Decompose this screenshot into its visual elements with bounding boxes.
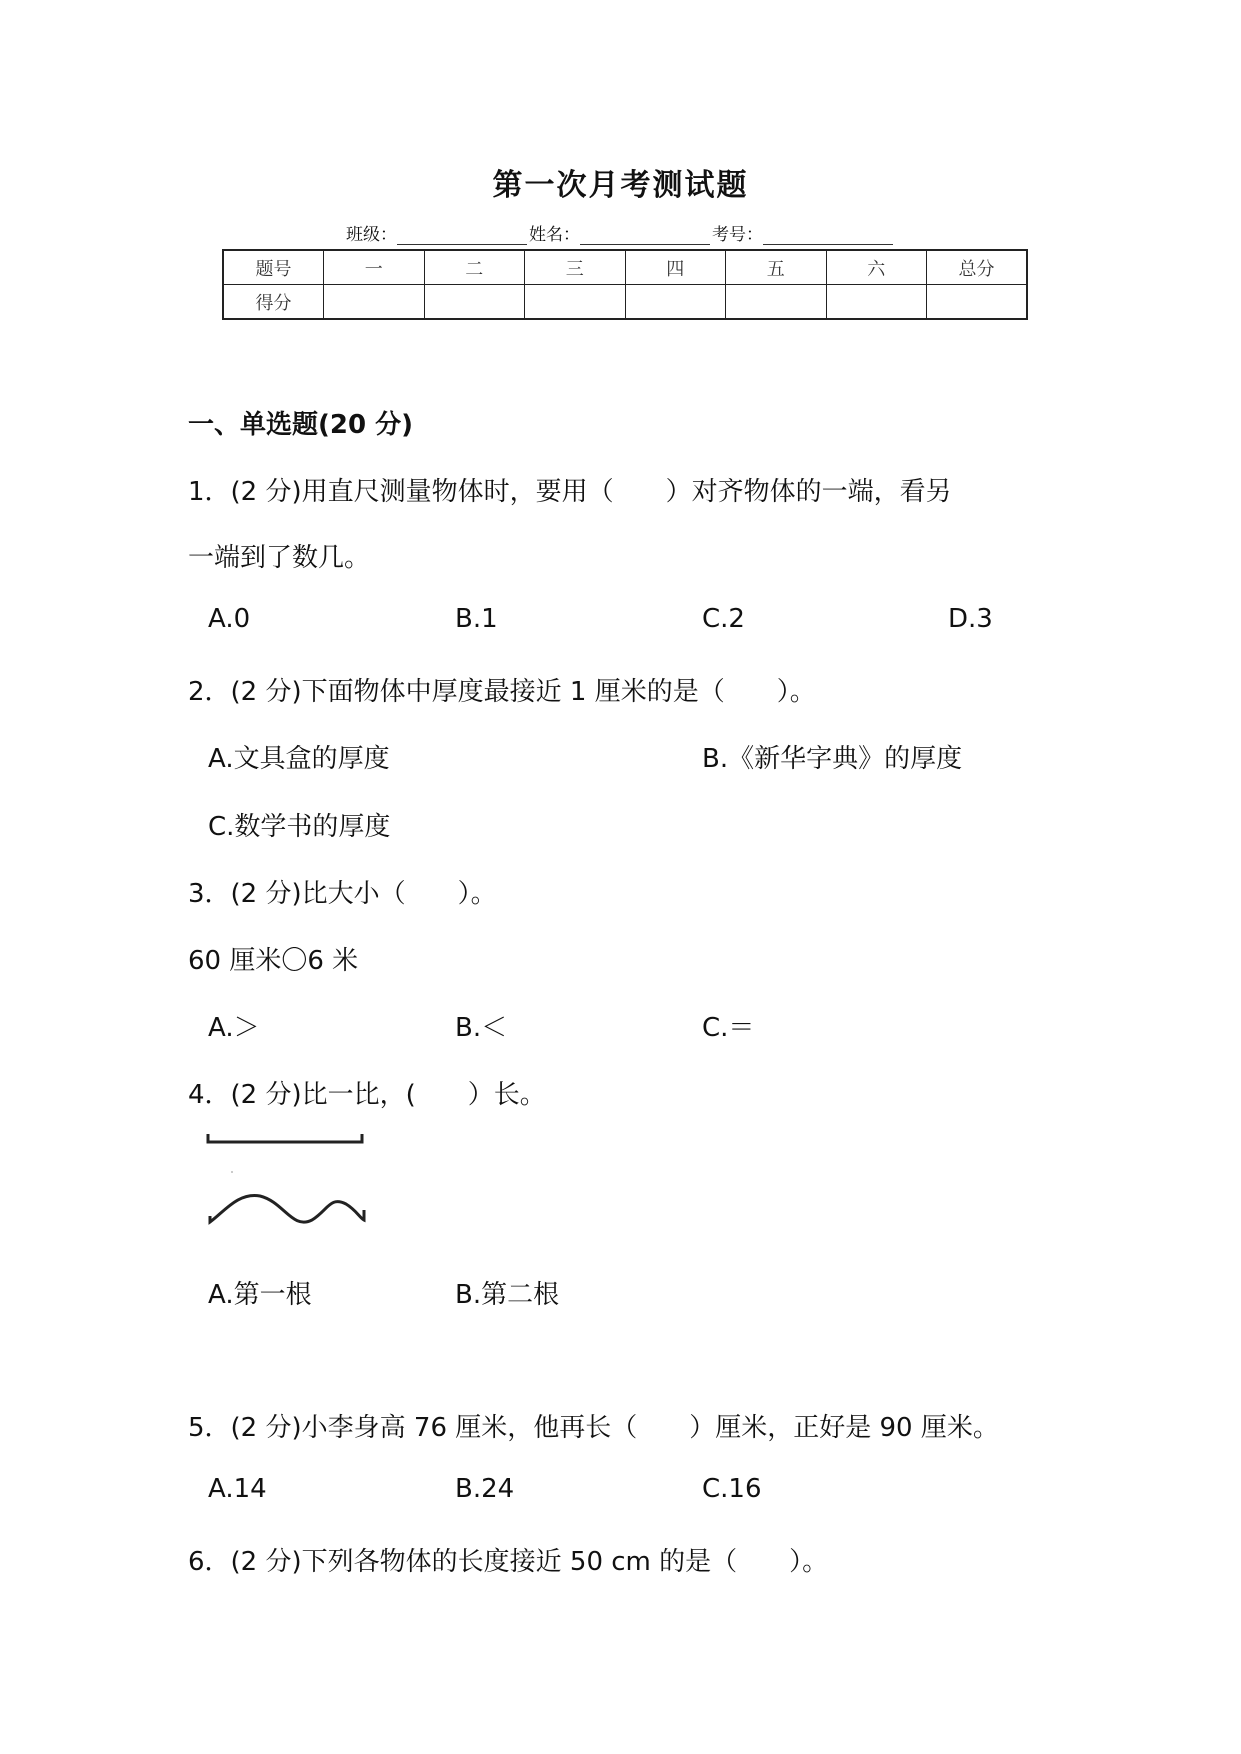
score-table-cell: 三	[525, 250, 626, 285]
class-label: 班级：	[346, 225, 397, 245]
score-entry-cell[interactable]	[525, 285, 626, 320]
speck	[231, 1171, 233, 1173]
question-5-option-a[interactable]: A.14	[208, 1474, 267, 1504]
student-info-line	[0, 220, 1241, 245]
question-4-text: 4．(2 分)比一比，( ）长。	[188, 1080, 546, 1110]
wavy-line	[210, 1195, 364, 1222]
question-2-option-c[interactable]: C.数学书的厚度	[208, 812, 391, 842]
score-entry-cell[interactable]	[726, 285, 827, 320]
score-table	[222, 249, 1028, 320]
section-title: 一、单选题(20 分)	[188, 410, 413, 440]
score-row-label: 得分	[223, 285, 324, 320]
number-field[interactable]	[763, 228, 893, 245]
question-3-comparison: 60 厘米〇6 米	[188, 946, 359, 976]
question-2-text: 2．(2 分)下面物体中厚度最接近 1 厘米的是（ ）。	[188, 677, 816, 707]
question-3-option-a[interactable]: A.＞	[208, 1013, 260, 1043]
score-table-score-row	[223, 285, 1027, 320]
question-2-option-a[interactable]: A.文具盒的厚度	[208, 744, 390, 774]
question-2-option-b[interactable]: B.《新华字典》的厚度	[702, 744, 963, 774]
score-table-cell: 二	[424, 250, 525, 285]
page-title: 第一次月考测试题	[492, 168, 749, 203]
question-6-text: 6．(2 分)下列各物体的长度接近 50 cm 的是（ ）。	[188, 1547, 829, 1577]
score-entry-cell[interactable]	[927, 285, 1028, 320]
score-table-header-row	[223, 250, 1027, 285]
name-field[interactable]	[580, 228, 710, 245]
score-entry-cell[interactable]	[424, 285, 525, 320]
name-label: 姓名：	[529, 225, 580, 245]
question-1-option-d[interactable]: D.3	[948, 604, 993, 634]
score-table-cell: 总分	[927, 250, 1028, 285]
question-1-option-c[interactable]: C.2	[702, 604, 745, 634]
question-1-option-a[interactable]: A.0	[208, 604, 251, 634]
number-label: 考号：	[712, 225, 763, 245]
class-field[interactable]	[397, 228, 527, 245]
score-entry-cell[interactable]	[826, 285, 927, 320]
question-4-option-a[interactable]: A.第一根	[208, 1280, 312, 1310]
question-1-option-b[interactable]: B.1	[455, 604, 498, 634]
question-1-text: 1．(2 分)用直尺测量物体时，要用（ ）对齐物体的一端，看另	[188, 477, 952, 507]
question-1-text-cont: 一端到了数几。	[188, 543, 371, 573]
score-table-cell: 一	[324, 250, 425, 285]
question-5-text: 5．(2 分)小李身高 76 厘米，他再长（ ）厘米，正好是 90 厘米。	[188, 1413, 999, 1443]
question-4-option-b[interactable]: B.第二根	[455, 1280, 560, 1310]
score-table-cell: 四	[625, 250, 726, 285]
question-5-option-c[interactable]: C.16	[702, 1474, 762, 1504]
question-4-lines-figure	[200, 1128, 380, 1248]
question-5-option-b[interactable]: B.24	[455, 1474, 515, 1504]
score-entry-cell[interactable]	[625, 285, 726, 320]
score-entry-cell[interactable]	[324, 285, 425, 320]
score-table-cell: 题号	[223, 250, 324, 285]
straight-line	[208, 1134, 362, 1142]
score-table-cell: 五	[726, 250, 827, 285]
question-3-option-c[interactable]: C.＝	[702, 1013, 755, 1043]
question-3-option-b[interactable]: B.＜	[455, 1013, 508, 1043]
score-table-cell: 六	[826, 250, 927, 285]
question-3-text: 3．(2 分)比大小（ ）。	[188, 879, 497, 909]
